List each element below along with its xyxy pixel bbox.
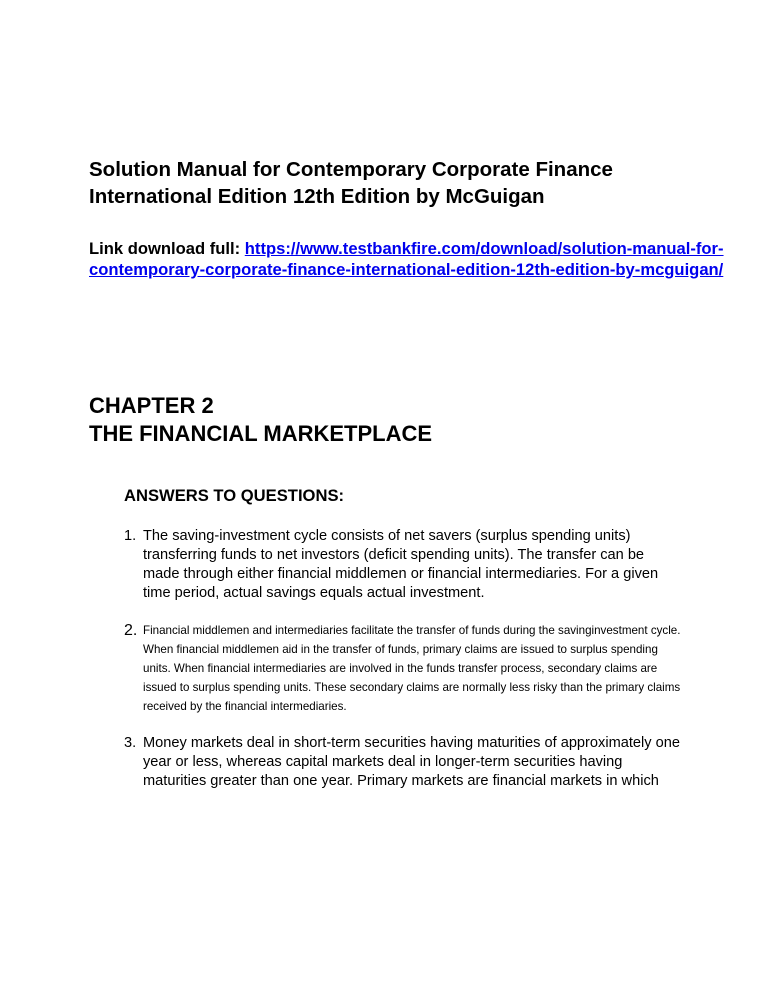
chapter-number: CHAPTER 2	[89, 393, 214, 418]
title-line-1: Solution Manual for Contemporary Corporate Finance	[89, 158, 613, 181]
answer-text: Money markets deal in short-term securities having maturities of approximately one year or less, whereas capital markets deal in longer-term securities having maturities greater than one year. Primary markets are financial markets in which	[143, 735, 680, 789]
download-link[interactable]: https://www.testbankfire.com/download/solution-manual-for-contemporary-corporate-finance-international-edition-12th-edition-by-mcguigan/	[89, 239, 724, 279]
answer-text: Financial middlemen and intermediaries facilitate the transfer of funds during the savinginvestment cycle. When financial middlemen aid in the transfer of funds, primary claims are issued to surplus spending units. When financial intermediaries are involved in the funds transfer process, secondary claims are issued to surplus spending units. These secondary claims are normally less risky than the primary claims received by the financial intermediaries.	[143, 624, 681, 713]
section-heading: ANSWERS TO QUESTIONS:	[124, 486, 345, 505]
answer-number: 1.	[124, 528, 137, 544]
answer-item-3	[124, 734, 684, 791]
document-title	[89, 156, 729, 210]
answers-list	[124, 527, 684, 809]
answer-item-1	[124, 527, 684, 603]
chapter-heading	[89, 392, 729, 448]
answer-item-2	[124, 621, 684, 716]
answer-number: 2.	[124, 622, 138, 639]
chapter-title: THE FINANCIAL MARKETPLACE	[89, 421, 433, 446]
answer-number: 3.	[124, 735, 137, 751]
title-line-2: International Edition 12th Edition by McGuigan	[89, 185, 545, 208]
link-label: Link download full:	[89, 239, 245, 258]
answer-text: The saving-investment cycle consists of net savers (surplus spending units) transferring funds to net investors (deficit spending units). The transfer can be made through either financial middlemen or financial intermediaries. For a given time period, actual savings equals actual investment.	[143, 528, 659, 601]
download-link-paragraph	[89, 238, 729, 280]
